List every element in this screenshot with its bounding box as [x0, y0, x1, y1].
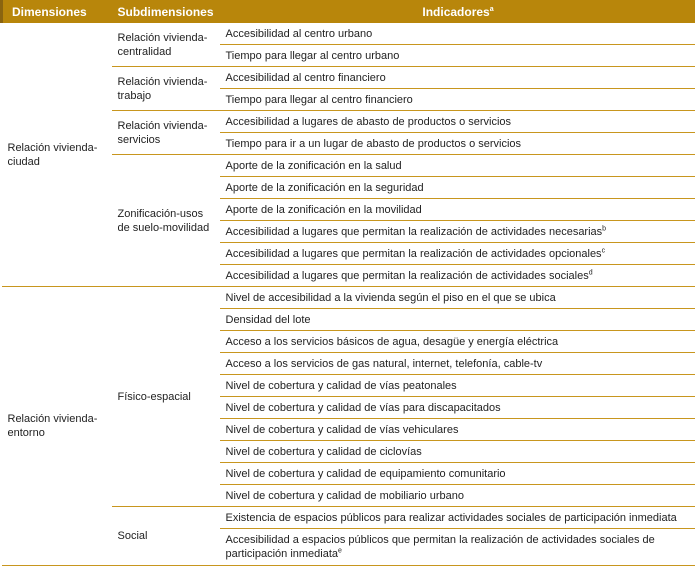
- indicator-text: Densidad del lote: [226, 314, 311, 326]
- indicator-cell: [220, 111, 695, 133]
- subdimension-cell: Relación vivienda-centralidad: [112, 23, 220, 67]
- indicator-cell: [220, 463, 695, 485]
- indicator-cell: [220, 199, 695, 221]
- indicator-text: Acceso a los servicios básicos de agua, desagüe y energía eléctrica: [226, 336, 559, 348]
- subdimension-cell: Relación vivienda-trabajo: [112, 67, 220, 111]
- indicator-cell: [220, 397, 695, 419]
- header-indicators-label: Indicadores: [422, 5, 489, 19]
- dimension-cell: Relación vivienda-entorno: [2, 287, 112, 566]
- indicator-text: Aporte de la zonificación en la movilidad: [226, 204, 422, 216]
- indicator-cell: [220, 309, 695, 331]
- subdimension-cell: Zonificación-usos de suelo-movilidad: [112, 155, 220, 287]
- indicator-text: Nivel de accesibilidad a la vivienda según el piso en el que se ubica: [226, 292, 556, 304]
- indicator-cell: [220, 375, 695, 397]
- indicator-cell: [220, 353, 695, 375]
- indicator-cell: [220, 23, 695, 45]
- indicator-text: Accesibilidad a lugares que permitan la realización de actividades opcionales: [226, 248, 602, 260]
- header-dimensions: Dimensiones: [2, 0, 112, 23]
- indicator-text: Nivel de cobertura y calidad de equipamiento comunitario: [226, 468, 506, 480]
- indicator-text: Accesibilidad al centro financiero: [226, 72, 386, 84]
- indicator-cell: [220, 243, 695, 265]
- indicator-text: Tiempo para llegar al centro urbano: [226, 50, 400, 62]
- footnote-marker: a: [490, 6, 494, 13]
- table-row: [2, 23, 695, 45]
- indicator-cell: [220, 485, 695, 507]
- indicator-cell: [220, 177, 695, 199]
- footnote-marker: e: [338, 547, 342, 554]
- indicator-cell: [220, 529, 695, 566]
- indicator-cell: [220, 221, 695, 243]
- indicator-text: Nivel de cobertura y calidad de ciclovías: [226, 446, 422, 458]
- indicator-text: Accesibilidad a lugares que permitan la realización de actividades necesarias: [226, 226, 603, 238]
- indicator-text: Nivel de cobertura y calidad de mobiliario urbano: [226, 490, 464, 502]
- indicator-text: Accesibilidad al centro urbano: [226, 28, 373, 40]
- footnote-marker: b: [602, 225, 606, 232]
- indicator-cell: [220, 331, 695, 353]
- subdimension-cell: Físico-espacial: [112, 287, 220, 507]
- indicator-cell: [220, 133, 695, 155]
- indicator-text: Tiempo para ir a un lugar de abasto de productos o servicios: [226, 138, 522, 150]
- indicator-cell: [220, 265, 695, 287]
- indicator-text: Existencia de espacios públicos para realizar actividades sociales de participación inmediata: [226, 512, 677, 524]
- indicator-cell: [220, 419, 695, 441]
- indicator-cell: [220, 155, 695, 177]
- indicator-cell: [220, 67, 695, 89]
- dimension-cell: Relación vivienda-ciudad: [2, 23, 112, 287]
- footnote-marker: c: [602, 247, 606, 254]
- indicator-text: Aporte de la zonificación en la seguridad: [226, 182, 424, 194]
- indicator-cell: [220, 89, 695, 111]
- indicator-text: Accesibilidad a espacios públicos que permitan la realización de actividades sociales de participación inmediata: [226, 534, 655, 560]
- subdimension-cell: Relación vivienda-servicios: [112, 111, 220, 155]
- subdimension-cell: Social: [112, 507, 220, 566]
- indicator-text: Tiempo para llegar al centro financiero: [226, 94, 413, 106]
- header-row: [2, 0, 695, 23]
- footnote-marker: d: [589, 269, 593, 276]
- indicator-cell: [220, 45, 695, 67]
- header-subdimensions: Subdimensiones: [112, 0, 220, 23]
- indicator-text: Accesibilidad a lugares de abasto de productos o servicios: [226, 116, 512, 128]
- indicator-text: Nivel de cobertura y calidad de vías vehiculares: [226, 424, 459, 436]
- indicator-cell: [220, 441, 695, 463]
- indicator-cell: [220, 287, 695, 309]
- header-indicators: [220, 0, 695, 23]
- indicator-text: Nivel de cobertura y calidad de vías para discapacitados: [226, 402, 501, 414]
- indicator-text: Acceso a los servicios de gas natural, internet, telefonía, cable-tv: [226, 358, 543, 370]
- indicator-text: Aporte de la zonificación en la salud: [226, 160, 402, 172]
- indicator-cell: [220, 507, 695, 529]
- indicator-text: Accesibilidad a lugares que permitan la realización de actividades sociales: [226, 270, 589, 282]
- indicator-text: Nivel de cobertura y calidad de vías peatonales: [226, 380, 457, 392]
- table-row: [2, 287, 695, 309]
